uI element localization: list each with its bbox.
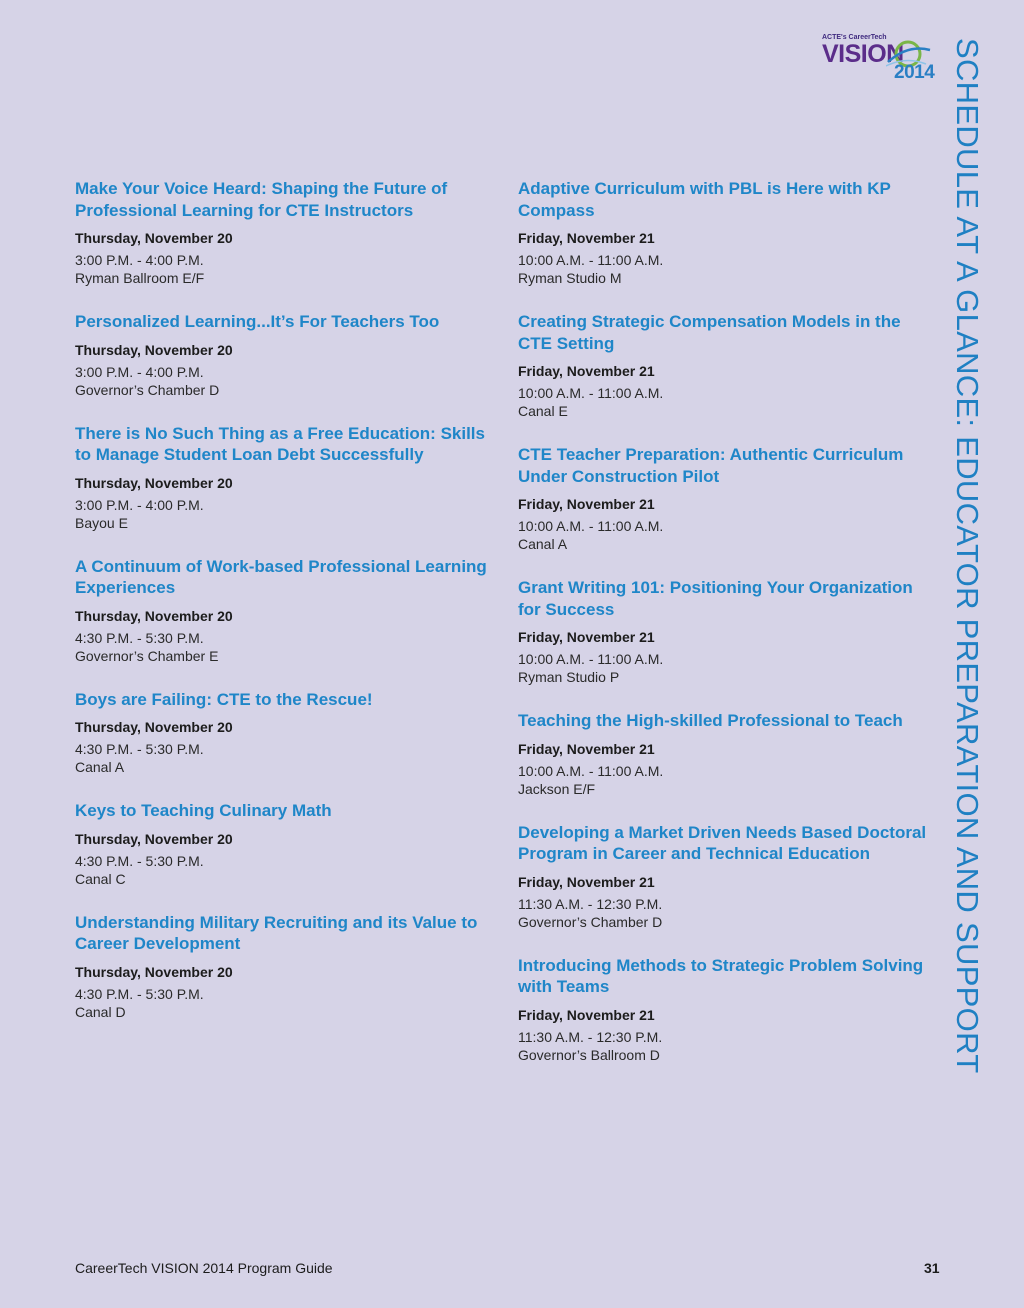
session-entry [518, 710, 938, 798]
right-column [518, 178, 938, 1088]
session-room: Canal C [75, 870, 126, 887]
session-day: Thursday, November 20 [75, 607, 233, 624]
event-logo [818, 34, 944, 86]
session-day: Friday, November 21 [518, 363, 655, 379]
session-entry [518, 311, 938, 420]
logo-year: 2014 [894, 62, 935, 83]
session-day: Friday, November 21 [518, 629, 655, 645]
session-time: 4:30 P.M. - 5:30 P.M. [75, 985, 204, 1002]
session-entry [75, 689, 505, 777]
session-room: Governor’s Chamber E [75, 647, 219, 664]
session-room: Ryman Studio M [518, 270, 622, 286]
session-room: Canal E [518, 403, 568, 419]
session-room: Canal A [518, 536, 568, 552]
session-day: Thursday, November 20 [75, 341, 233, 358]
session-entry [75, 556, 505, 665]
session-entry [75, 800, 505, 888]
session-time: 4:30 P.M. - 5:30 P.M. [75, 629, 204, 646]
session-title: Make Your Voice Heard: Shaping the Future of Professional Learning for CTE Instructors [75, 179, 448, 220]
session-title: Teaching the High-skilled Professional to Teach [518, 711, 903, 730]
session-title: A Continuum of Work-based Professional Learning Experiences [75, 556, 487, 597]
session-day: Friday, November 21 [518, 740, 655, 757]
session-day: Friday, November 21 [518, 1006, 655, 1023]
session-time: 10:00 A.M. - 11:00 A.M. [518, 252, 664, 268]
session-title: CTE Teacher Preparation: Authentic Curriculum Under Construction Pilot [518, 445, 904, 486]
logo-tagline: ACTE's CareerTech [822, 34, 887, 41]
session-entry [75, 311, 505, 399]
session-room: Jackson E/F [518, 780, 596, 797]
session-room: Ryman Ballroom E/F [75, 270, 205, 286]
session-entry [518, 822, 938, 931]
left-column [75, 178, 505, 1045]
session-day: Thursday, November 20 [75, 230, 233, 246]
session-title: Creating Strategic Compensation Models in the CTE Setting [518, 312, 901, 353]
session-entry [518, 444, 938, 553]
session-day: Thursday, November 20 [75, 830, 233, 847]
session-title: Grant Writing 101: Positioning Your Organization for Success [518, 578, 913, 619]
session-time: 3:00 P.M. - 4:00 P.M. [75, 363, 204, 380]
session-title: Boys are Failing: CTE to the Rescue! [75, 689, 373, 709]
session-time: 10:00 A.M. - 11:00 A.M. [518, 518, 664, 534]
session-time: 10:00 A.M. - 11:00 A.M. [518, 385, 664, 401]
session-time: 11:30 A.M. - 12:30 P.M. [518, 895, 663, 912]
footer-guide-title: CareerTech VISION 2014 Program Guide [75, 1260, 333, 1276]
session-day: Thursday, November 20 [75, 474, 233, 491]
session-day: Friday, November 21 [518, 873, 655, 890]
session-day: Friday, November 21 [518, 230, 655, 246]
session-time: 4:30 P.M. - 5:30 P.M. [75, 852, 204, 869]
section-side-title: SCHEDULE AT A GLANCE: EDUCATOR PREPARATION AND SUPPORT [950, 38, 985, 1074]
session-room: Canal A [75, 759, 125, 775]
session-day: Thursday, November 20 [75, 719, 233, 735]
session-room: Governor’s Chamber D [75, 381, 220, 398]
session-title: Understanding Military Recruiting and its Value to Career Development [75, 912, 478, 953]
session-room: Canal D [75, 1003, 126, 1020]
page-number: 31 [924, 1260, 940, 1276]
session-title: Developing a Market Driven Needs Based Doctoral Program in Career and Technical Education [518, 822, 927, 863]
session-room: Ryman Studio P [518, 669, 620, 685]
session-day: Friday, November 21 [518, 496, 655, 512]
session-time: 4:30 P.M. - 5:30 P.M. [75, 741, 204, 757]
session-time: 3:00 P.M. - 4:00 P.M. [75, 252, 204, 268]
session-entry [75, 912, 505, 1021]
logo-wordmark: VISION [822, 40, 904, 68]
session-entry [75, 423, 505, 532]
session-time: 10:00 A.M. - 11:00 A.M. [518, 762, 664, 779]
session-room: Governor’s Ballroom D [518, 1046, 660, 1063]
session-title: There is No Such Thing as a Free Education: Skills to Manage Student Loan Debt Successfully [75, 423, 485, 464]
session-time: 11:30 A.M. - 12:30 P.M. [518, 1028, 663, 1045]
session-title: Introducing Methods to Strategic Problem Solving with Teams [518, 955, 924, 996]
session-room: Bayou E [75, 514, 128, 531]
session-time: 10:00 A.M. - 11:00 A.M. [518, 651, 664, 667]
session-entry [518, 955, 938, 1064]
session-title: Keys to Teaching Culinary Math [75, 801, 332, 820]
session-title: Adaptive Curriculum with PBL is Here with KP Compass [518, 179, 891, 220]
session-entry [518, 577, 938, 686]
session-title: Personalized Learning...It’s For Teachers Too [75, 312, 440, 331]
session-day: Thursday, November 20 [75, 963, 233, 980]
session-entry [518, 178, 938, 287]
session-time: 3:00 P.M. - 4:00 P.M. [75, 496, 204, 513]
session-room: Governor’s Chamber D [518, 913, 663, 930]
session-entry [75, 178, 505, 287]
